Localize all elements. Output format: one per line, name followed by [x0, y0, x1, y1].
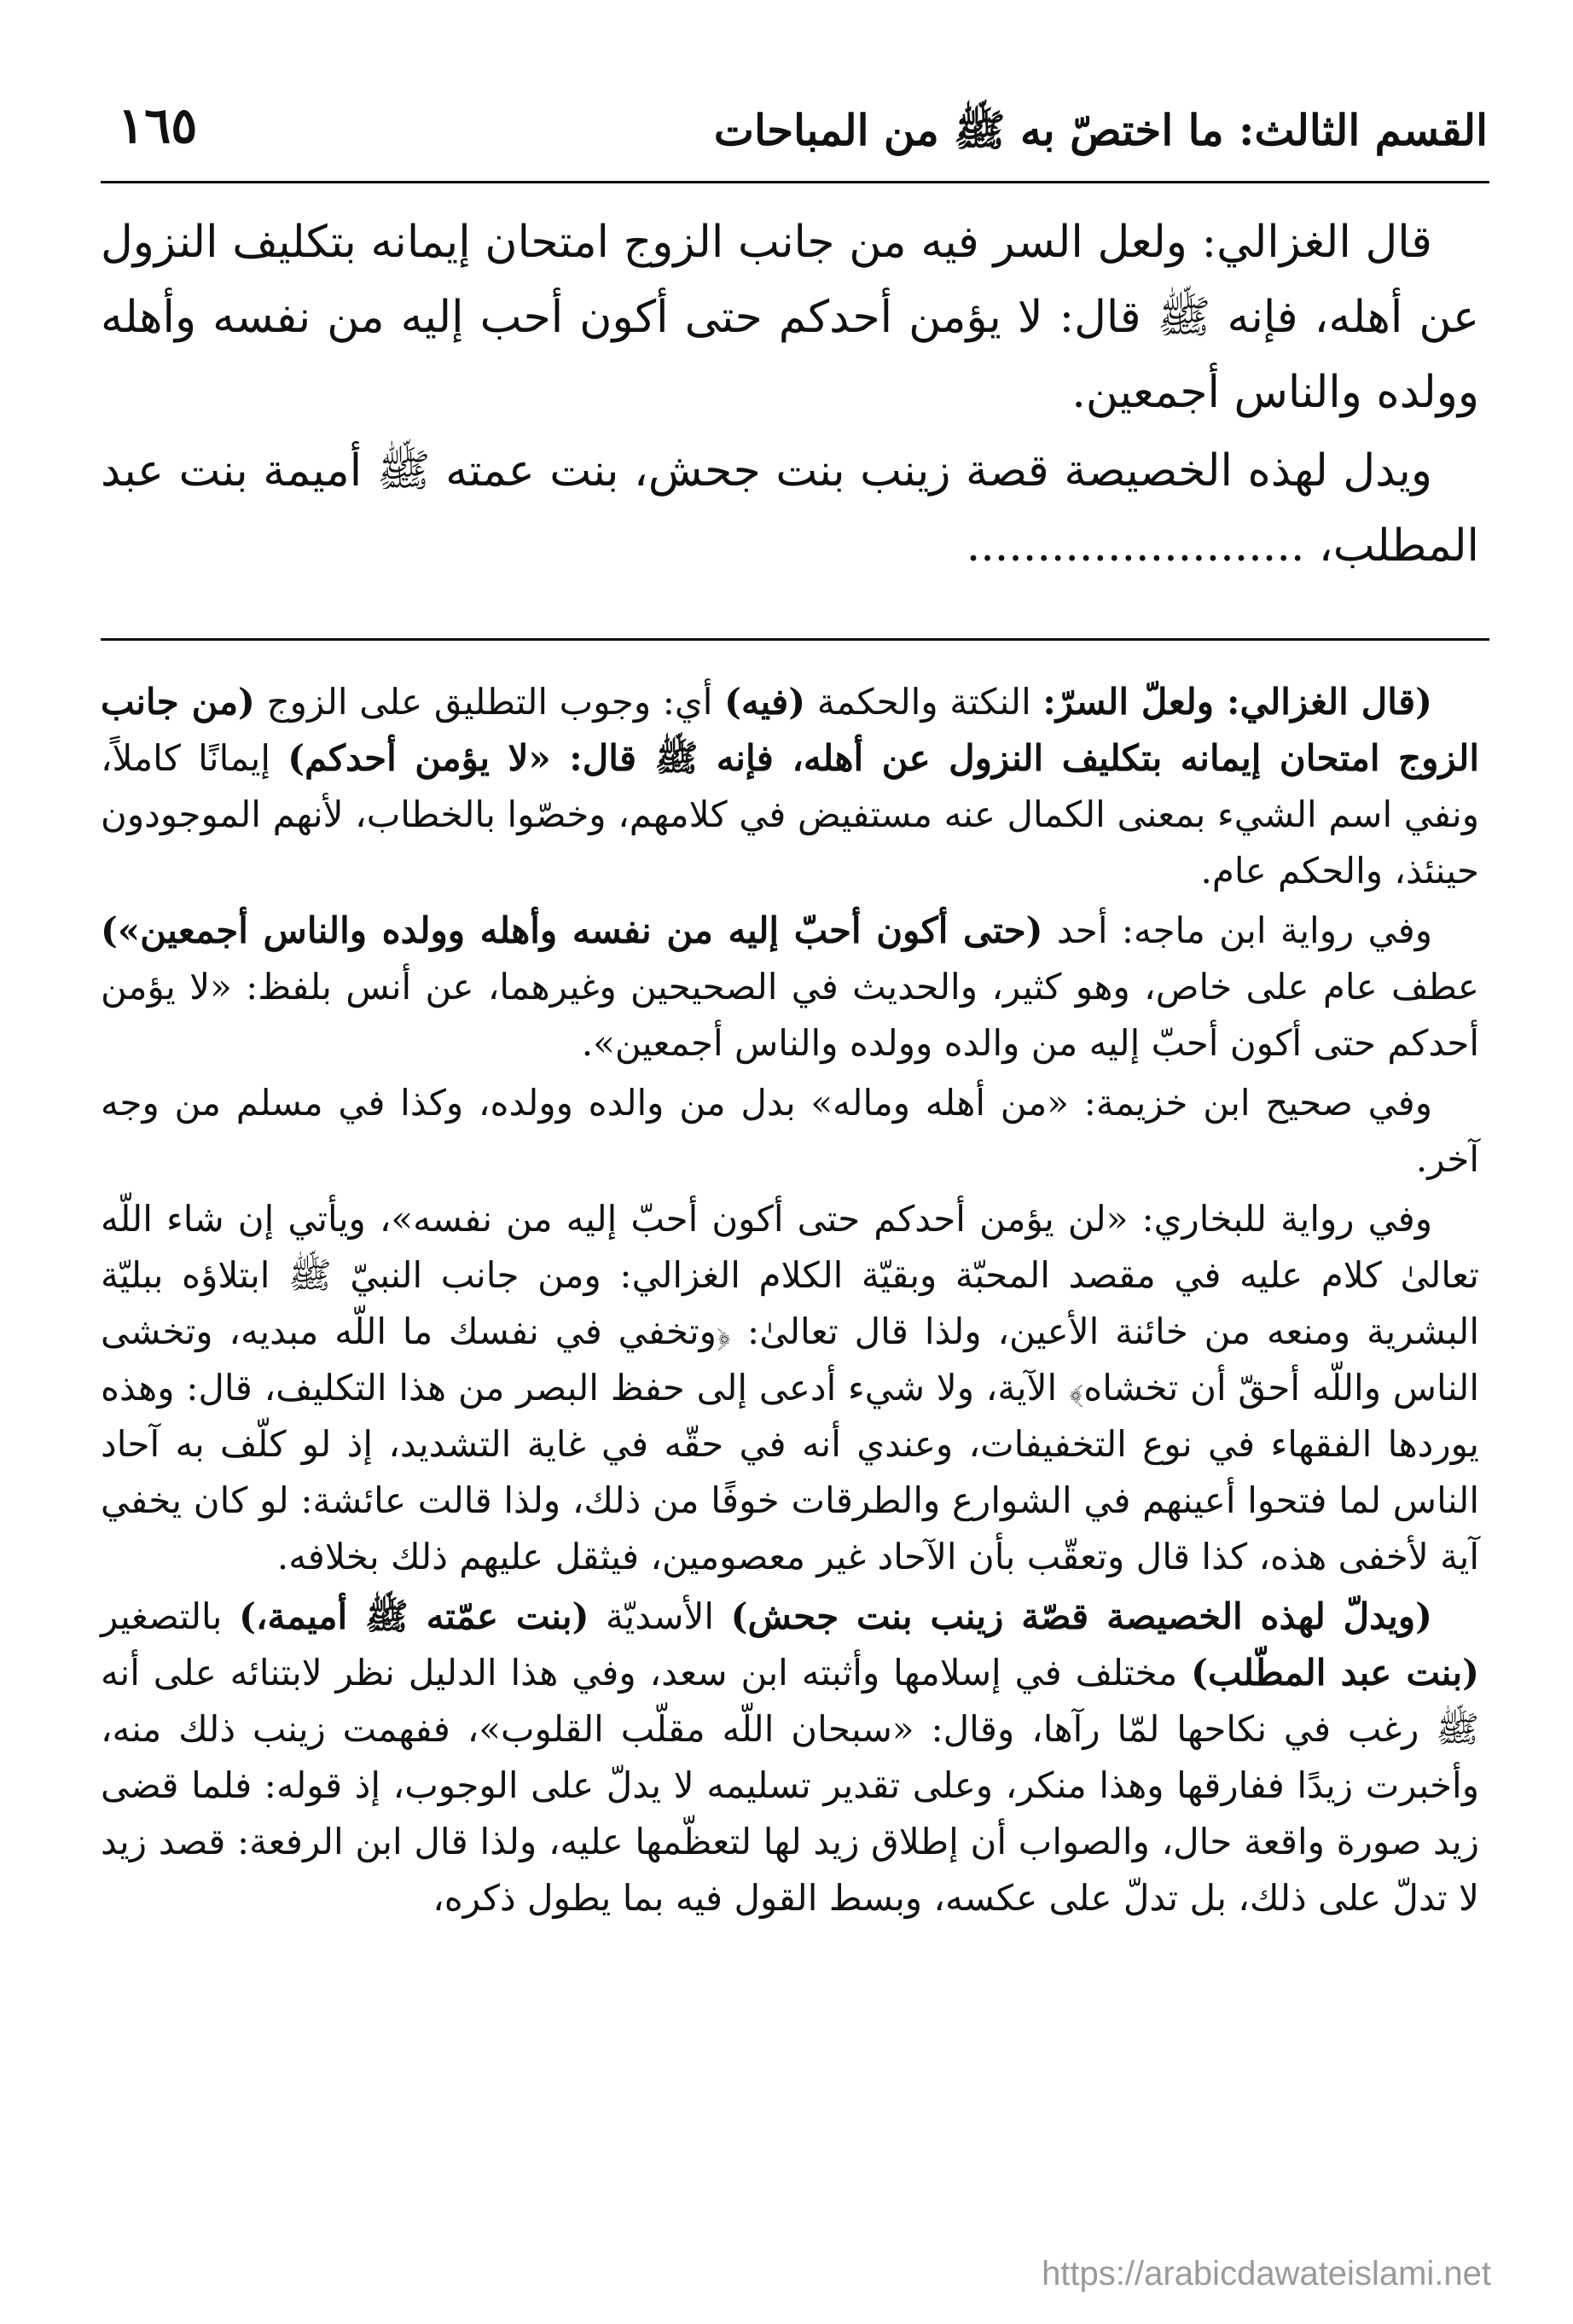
watermark-url: https://arabicdawateislami.net — [1042, 2255, 1491, 2292]
commentary-text: بالتصغير — [101, 1595, 240, 1637]
main-text — [101, 205, 1479, 587]
quoted-text: (حتى أكون أحبّ إليه من نفسه وأهله وولده والناس أجمعين») — [101, 909, 1043, 951]
main-text-segment: ويدل لهذه الخصيصة قصة زينب بنت جحش، بنت عمته ﷺ أميمة بنت عبد المطلب، — [101, 445, 1479, 572]
commentary-paragraph — [101, 1589, 1479, 1926]
main-text-paragraph: قال الغزالي: ولعل السر فيه من جانب الزوج امتحان إيمانه بتكليف النزول عن أهله، فإنه ﷺ قال: لا يؤمن أحدكم حتى أكون أحب إليه من نفسه وأهله وولده والناس أجمعين. — [101, 217, 1479, 418]
commentary-text: إيمانًا كاملاً، ونفي اسم الشيء بمعنى الكمال عنه مستفيض في كلامهم، وخصّوا بالخطاب، لأنهم الموجودون حينئذ، والحكم عام. — [101, 737, 1479, 892]
commentary-paragraph — [101, 674, 1479, 899]
quoted-text: (فيه) — [724, 681, 806, 723]
commentary-text: النكتة والحكمة — [805, 681, 1043, 723]
commentary-paragraph: وفي رواية للبخاري: «لن يؤمن أحدكم حتى أكون أحبّ إليه من نفسه»، ويأتي إن شاء اللّه تعالىٰ كلام عليه في مقصد المحبّة وبقيّة الكلام الغزالي: ومن جانب النبيّ ﷺ ابتلاؤه ببليّة البشرية ومنعه من خائنة الأعين، ولذا قال تعالىٰ: ﴿وتخفي في نفسك ما اللّه مبديه، وتخشى الناس واللّه أحقّ أن تخشاه﴾ الآية، ولا شيء أدعى إلى حفظ البصر من هذا التكليف، قال: وهذه يوردها الفقهاء في نوع التخفيفات، وعندي أنه في حقّه في غاية التشديد، إذ لو كلّف به آحاد الناس لما فتحوا أعينهم في الشوارع والطرقات خوفًا من ذلك، ولذا قالت عائشة: لو كان يخفي آية لأخفى هذه، كذا قال وتعقّب بأن الآحاد غير معصومين، فيثقل عليهم ذلك بخلافه. — [101, 1198, 1480, 1577]
commentary — [101, 674, 1479, 1930]
page-header — [94, 90, 1488, 175]
quoted-text: (من جانب الزوج امتحان إيمانه بتكليف النزول عن أهله، فإنه ﷺ قال: «لا يؤمن أحدكم) — [101, 681, 1479, 779]
commentary-text: الأسديّة — [589, 1595, 731, 1637]
commentary-text: عطف عام على خاص، وهو كثير، والحديث في الصحيحين وغيرهما، عن أنس بلفظ: «لا يؤمن أحدكم حتى أكون أحبّ إليه من والده وولده والناس أجمعين». — [101, 966, 1479, 1064]
running-title: القسم الثالث: ما اختصّ به ﷺ من المباحات — [713, 105, 1488, 155]
quoted-text: (بنت عمّته ﷺ أميمة،) — [239, 1595, 589, 1637]
commentary-text: أي: وجوب التطليق على الزوج — [254, 681, 725, 723]
main-text-paragraph — [101, 433, 1479, 584]
header-rule — [101, 181, 1489, 183]
commentary-paragraph — [101, 903, 1479, 1072]
quoted-text: (بنت عبد المطّلب) — [1191, 1652, 1480, 1694]
page-number: ١٦٥ — [118, 96, 198, 154]
commentary-text: مختلف في إسلامها وأثبته ابن سعد، وفي هذا الدليل نظر لابتنائه على أنه ﷺ رغب في نكاحها لمّا رآها، وقال: «سبحان اللّه مقلّب القلوب»، ففهمت زينب ذلك منه، وأخبرت زيدًا ففارقها وهذا منكر، وعلى تقدير تسليمه لا يدلّ على الوجوب، إذ قوله: فلما قضى زيد صورة واقعة حال، والصواب أن إطلاق زيد لها لتعظّمها عليه، ولذا قال ابن الرفعة: قصد زيد لا تدلّ على ذلك، بل تدلّ على عكسه، وبسط القول فيه بما يطول ذكره، — [101, 1652, 1479, 1919]
commentary-paragraph: وفي صحيح ابن خزيمة: «من أهله وماله» بدل من والده وولده، وكذا في مسلم من وجه آخر. — [101, 1082, 1479, 1180]
quoted-text: (قال الغزالي: ولعلّ السرّ: — [1042, 681, 1433, 723]
commentary-text: وفي رواية ابن ماجه: أحد — [1042, 909, 1432, 951]
continuation-dots: ........................ — [966, 520, 1305, 572]
quoted-text: (ويدلّ لهذه الخصيصة قصّة زينب بنت جحش) — [730, 1595, 1432, 1637]
separator-rule — [101, 638, 1489, 641]
